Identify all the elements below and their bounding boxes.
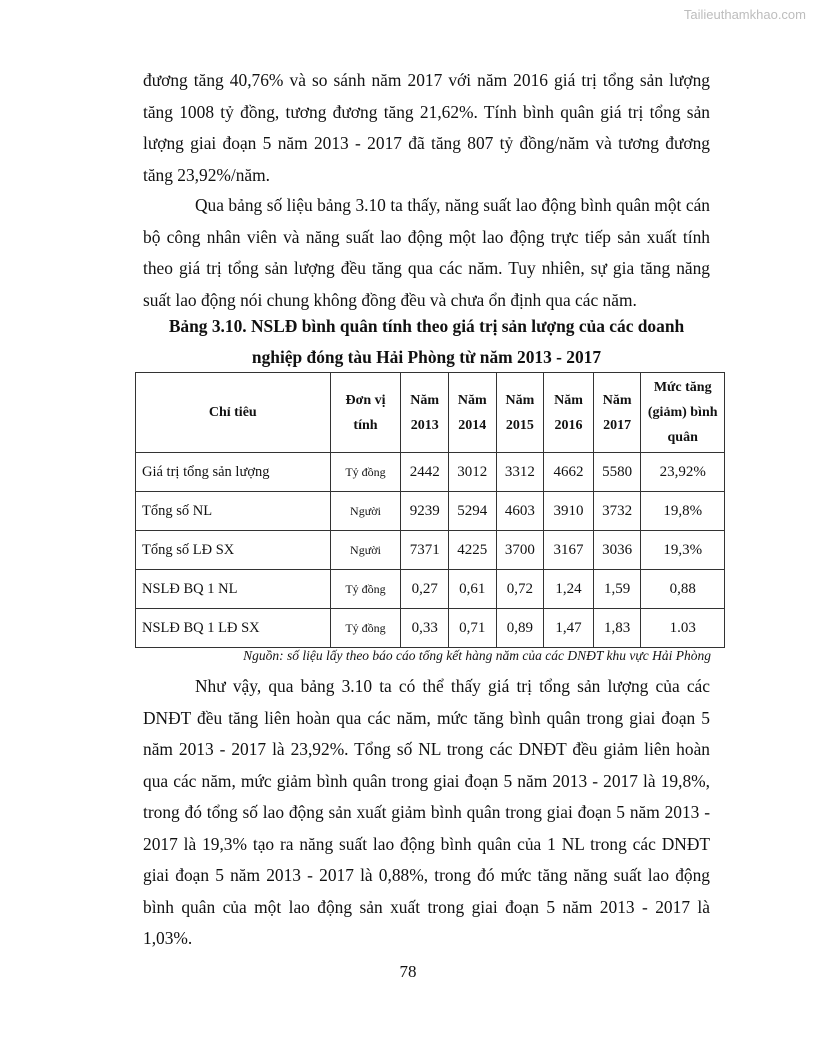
cell-2015: 0,72: [496, 570, 544, 609]
cell-2013: 7371: [401, 531, 449, 570]
row-label: NSLĐ BQ 1 NL: [136, 570, 331, 609]
cell-2013: 2442: [401, 453, 449, 492]
table-caption: Bảng 3.10. NSLĐ bình quân tính theo giá trị sản lượng của các doanh nghiệp đóng tàu Hải Phòng từ năm 2013 - 2017: [168, 316, 685, 367]
header-average: Mức tăng (giảm) bình quân: [641, 373, 725, 453]
cell-2016: 4662: [544, 453, 594, 492]
row-unit: Người: [330, 531, 401, 570]
paragraph-1: đương tăng 40,76% và so sánh năm 2017 với năm 2016 giá trị tổng sản lượng tăng 1008 tỷ đồng, tương đương tăng 21,62%. Tính bình quân giá trị tổng sản lượng giai đoạn 5 năm 2013 - 2017 đã tăng 807 tỷ đồng/năm và tương đương tăng 23,92%/năm.: [143, 70, 710, 185]
cell-2014: 4225: [448, 531, 496, 570]
paragraph-3: Như vậy, qua bảng 3.10 ta có thể thấy giá trị tổng sản lượng của các DNĐT đều tăng liên hoàn qua các năm, mức tăng bình quân trong giai đoạn 5 năm 2013 - 2017 là 23,92%. Tổng số NL trong các DNĐT đều giảm liên hoàn qua các năm, mức giảm bình quân trong giai đoạn 5 năm 2013 - 2017 là 19,8%, trong đó tổng số lao động sản xuất giảm bình quân trong giai đoạn 5 năm 2013 - 2017 là 19,3% tạo ra năng suất lao động bình quân của 1 NL trong các DNĐT giai đoạn 5 năm 2013 - 2017 là 0,88%, trong đó mức tăng năng suất lao động bình quân của một lao động sản xuất trong giai đoạn 5 năm 2013 - 2017 là 1,03%.: [143, 676, 710, 948]
cell-2017: 1,83: [593, 609, 641, 648]
header-2013: Năm 2013: [401, 373, 449, 453]
header-2016: Năm 2016: [544, 373, 594, 453]
cell-2015: 0,89: [496, 609, 544, 648]
cell-2017: 3036: [593, 531, 641, 570]
page-number: 78: [399, 962, 417, 981]
row-label: Tổng số NL: [136, 492, 331, 531]
cell-2014: 5294: [448, 492, 496, 531]
cell-2015: 3312: [496, 453, 544, 492]
header-indicator: Chỉ tiêu: [136, 373, 331, 453]
paragraph-2: Qua bảng số liệu bảng 3.10 ta thấy, năng suất lao động bình quân một cán bộ công nhân viên và năng suất lao động một lao động trực tiếp sản xuất tính theo giá trị tổng sản lượng đều tăng qua các năm. Tuy nhiên, sự gia tăng năng suất lao động nói chung không đồng đều và chưa ổn định qua các năm.: [143, 195, 710, 310]
cell-average: 19,8%: [641, 492, 725, 531]
cell-average: 0,88: [641, 570, 725, 609]
table-row: [136, 453, 725, 492]
cell-2017: 3732: [593, 492, 641, 531]
table-source-note: Nguồn: số liệu lấy theo báo cáo tổng kết hàng năm của các DNĐT khu vực Hải Phòng: [243, 648, 711, 663]
table-row: [136, 570, 725, 609]
cell-2013: 9239: [401, 492, 449, 531]
row-label: Giá trị tổng sản lượng: [136, 453, 331, 492]
header-unit: Đơn vị tính: [330, 373, 401, 453]
row-unit: Người: [330, 492, 401, 531]
row-unit: Tỷ đồng: [330, 570, 401, 609]
cell-average: 1.03: [641, 609, 725, 648]
table-row: [136, 492, 725, 531]
cell-2017: 5580: [593, 453, 641, 492]
row-label: NSLĐ BQ 1 LĐ SX: [136, 609, 331, 648]
cell-2015: 3700: [496, 531, 544, 570]
cell-2016: 3910: [544, 492, 594, 531]
header-2015: Năm 2015: [496, 373, 544, 453]
row-unit: Tỷ đồng: [330, 453, 401, 492]
row-unit: Tỷ đồng: [330, 609, 401, 648]
table-row: [136, 609, 725, 648]
header-2014: Năm 2014: [448, 373, 496, 453]
cell-2016: 1,47: [544, 609, 594, 648]
cell-2016: 3167: [544, 531, 594, 570]
cell-average: 23,92%: [641, 453, 725, 492]
cell-2017: 1,59: [593, 570, 641, 609]
cell-2013: 0,33: [401, 609, 449, 648]
table-row: [136, 531, 725, 570]
cell-2014: 0,71: [448, 609, 496, 648]
cell-average: 19,3%: [641, 531, 725, 570]
watermark-text: Tailieuthamkhao.com: [683, 7, 806, 22]
cell-2016: 1,24: [544, 570, 594, 609]
cell-2013: 0,27: [401, 570, 449, 609]
cell-2015: 4603: [496, 492, 544, 531]
row-label: Tổng số LĐ SX: [136, 531, 331, 570]
cell-2014: 0,61: [448, 570, 496, 609]
productivity-table: [135, 372, 725, 648]
cell-2014: 3012: [448, 453, 496, 492]
table-header-row: [136, 373, 725, 453]
header-2017: Năm 2017: [593, 373, 641, 453]
